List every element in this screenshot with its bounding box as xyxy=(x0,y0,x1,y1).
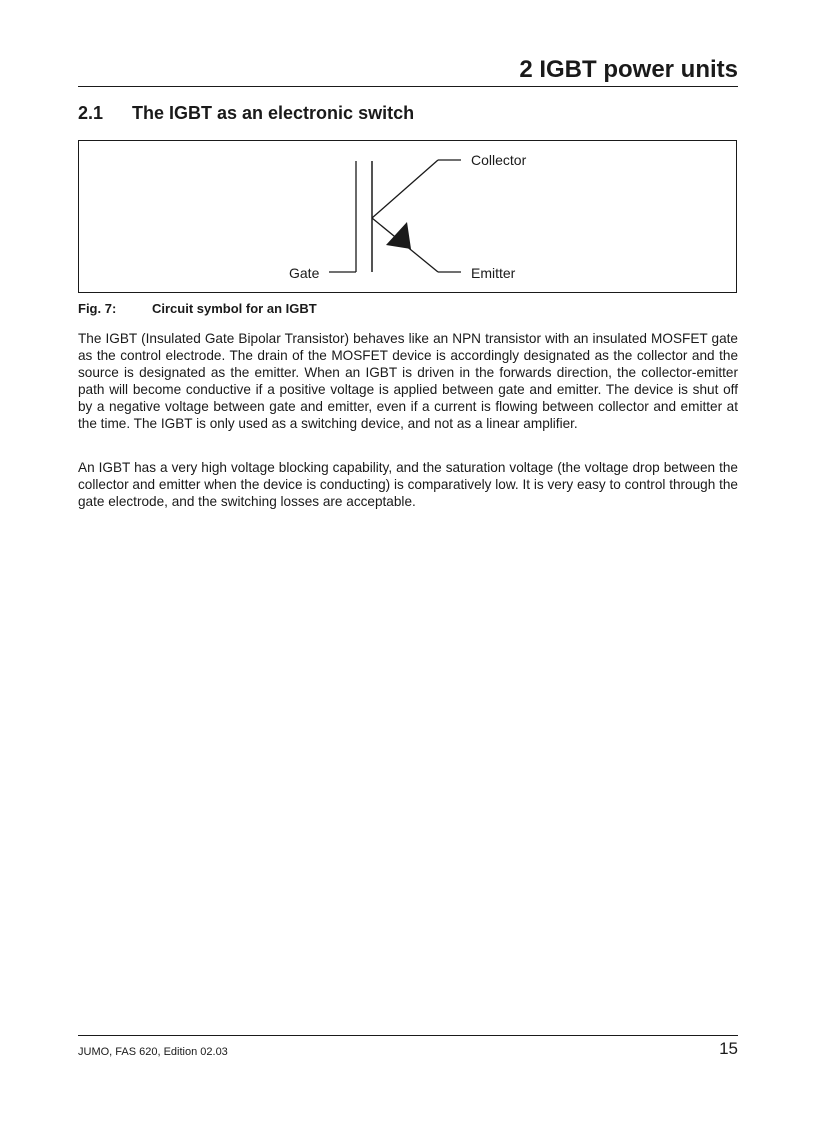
figure-number: Fig. 7: xyxy=(78,301,117,316)
igbt-figure xyxy=(78,140,737,293)
footer-rule xyxy=(78,1035,738,1036)
page-number: 15 xyxy=(719,1039,738,1058)
section-title: The IGBT as an electronic switch xyxy=(132,103,415,123)
collector-lead-diagonal xyxy=(372,160,438,218)
gate-label: Gate xyxy=(289,265,320,281)
section-heading xyxy=(78,102,414,124)
emitter-label: Emitter xyxy=(471,265,516,281)
figure-caption-text: Circuit symbol for an IGBT xyxy=(152,301,317,316)
chapter-title: 2 IGBT power units xyxy=(519,56,738,83)
footer-publication: JUMO, FAS 620, Edition 02.03 xyxy=(78,1046,228,1058)
igbt-circuit-symbol xyxy=(79,141,738,294)
body-paragraph: The IGBT (Insulated Gate Bipolar Transistor) behaves like an NPN transistor with an insulated MOSFET gate as the control electrode. The drain of the MOSFET device is accordingly designated as the collector and the source is designated as the emitter. When an IGBT is driven in the forwards direction, the collector-emitter path will become conductive if a positive voltage is applied between gate and emitter. The device is shut off by a negative voltage between gate and emitter, even if a current is flowing between collector and emitter at the time. The IGBT is only used as a switching device, and not as a linear amplifier. xyxy=(78,331,738,431)
emitter-arrow xyxy=(386,222,411,249)
section-number: 2.1 xyxy=(78,103,104,123)
figure-caption xyxy=(78,301,317,317)
header-rule xyxy=(78,86,738,87)
body-paragraph: An IGBT has a very high voltage blocking capability, and the saturation voltage (the voltage drop between the collector and emitter when the device is conducting) is comparatively low. It is very easy to control through the gate electrode, and the switching losses are acceptable. xyxy=(78,460,738,509)
collector-label: Collector xyxy=(471,152,527,168)
